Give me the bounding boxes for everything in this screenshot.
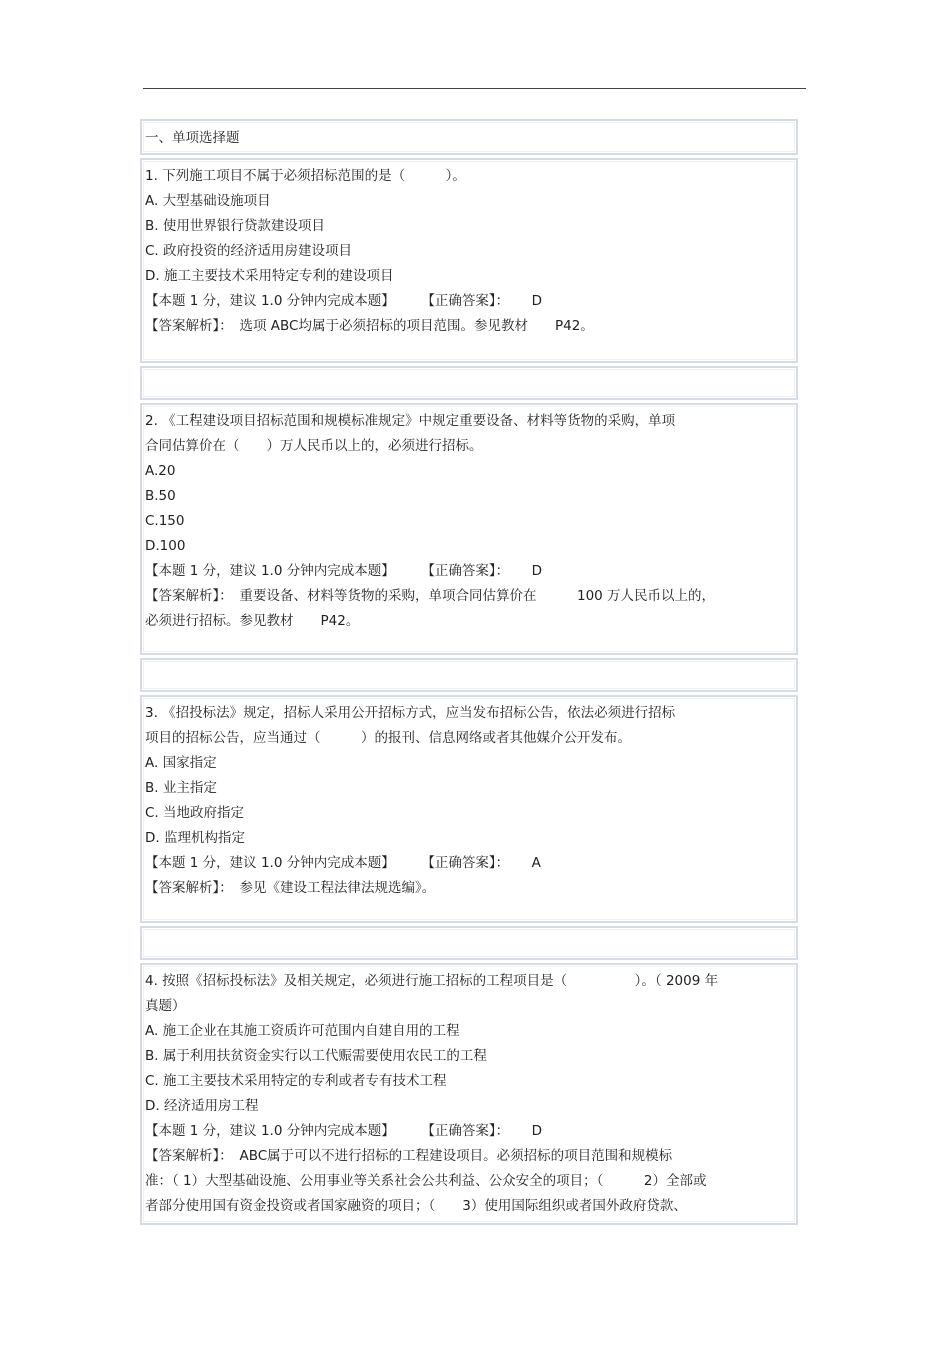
option-c: C. 当地政府指定 bbox=[145, 805, 245, 821]
spacer-row bbox=[140, 926, 798, 960]
question-stem-cont: 项目的招标公告，应当通过（ ）的报刊、信息网络或者其他媒介公开发布。 bbox=[145, 730, 631, 746]
question-1 bbox=[140, 158, 798, 363]
option-a: A. 施工企业在其施工资质许可范围内自建自用的工程 bbox=[145, 1023, 460, 1039]
meta-text: 【本题 1 分，建议 1.0 分钟内完成本题】 bbox=[145, 563, 395, 579]
spacer-row bbox=[140, 658, 798, 692]
option-b: B. 业主指定 bbox=[145, 780, 217, 796]
section-header bbox=[140, 119, 798, 155]
option-b: B. 使用世界银行贷款建设项目 bbox=[145, 218, 325, 234]
option-a: A.20 bbox=[145, 463, 176, 479]
option-d: D.100 bbox=[145, 538, 186, 554]
option-d: D. 施工主要技术采用特定专利的建设项目 bbox=[145, 268, 394, 284]
question-stem-cont: 合同估算价在（ ）万人民币以上的，必须进行招标。 bbox=[145, 438, 483, 454]
meta-text: 【本题 1 分，建议 1.0 分钟内完成本题】 bbox=[145, 855, 395, 871]
answer-analysis: 【答案解析】： 重要设备、材料等货物的采购，单项合同估算价在 100 万人民币以上的， bbox=[145, 588, 716, 604]
answer-analysis: 【答案解析】： 参见《建设工程法律法规选编》。 bbox=[145, 880, 436, 896]
answer-label: 【正确答案】： bbox=[421, 855, 510, 871]
question-stem: 3. 《招投标法》规定，招标人采用公开招标方式，应当发布招标公告，依法必须进行招标 bbox=[145, 705, 676, 721]
option-c: C. 政府投资的经济适用房建设项目 bbox=[145, 243, 353, 259]
spacer-row bbox=[140, 366, 798, 400]
answer-analysis: 【答案解析】： ABC属于可以不进行招标的工程建设项目。必须招标的项目范围和规模标 bbox=[145, 1148, 673, 1164]
answer-value: D bbox=[531, 293, 543, 309]
answer-value: D bbox=[531, 1123, 543, 1139]
question-3 bbox=[140, 695, 798, 923]
answer-value: D bbox=[531, 563, 543, 579]
question-stem: 2. 《工程建设项目招标范围和规模标准规定》中规定重要设备、材料等货物的采购，单项 bbox=[145, 413, 676, 429]
answer-analysis-cont: 准：（ 1）大型基础设施、公用事业等关系社会公共利益、公众安全的项目；（ 2）全部或 bbox=[145, 1173, 707, 1189]
question-meta bbox=[145, 289, 793, 314]
answer-analysis-cont: 者部分使用国有资金投资或者国家融资的项目；（ 3）使用国际组织或者国外政府贷款、 bbox=[145, 1198, 687, 1214]
question-2 bbox=[140, 403, 798, 655]
section-title: 一、单项选择题 bbox=[145, 130, 240, 146]
option-a: A. 国家指定 bbox=[145, 755, 217, 771]
answer-analysis: 【答案解析】： 选项 ABC均属于必须招标的项目范围。参见教材 P42。 bbox=[145, 318, 594, 334]
question-stem: 4. 按照《招标投标法》及相关规定，必须进行施工招标的工程项目是（ ）。（ 2009 年 bbox=[145, 973, 719, 989]
option-c: C.150 bbox=[145, 513, 185, 529]
answer-analysis-cont: 必须进行招标。参见教材 P42。 bbox=[145, 613, 360, 629]
top-rule bbox=[143, 88, 806, 89]
meta-text: 【本题 1 分，建议 1.0 分钟内完成本题】 bbox=[145, 1123, 395, 1139]
answer-label: 【正确答案】： bbox=[421, 1123, 510, 1139]
option-c: C. 施工主要技术采用特定的专利或者专有技术工程 bbox=[145, 1073, 447, 1089]
question-meta bbox=[145, 851, 793, 876]
option-d: D. 经济适用房工程 bbox=[145, 1098, 259, 1114]
question-meta bbox=[145, 1119, 793, 1144]
answer-value: A bbox=[531, 855, 541, 871]
question-meta bbox=[145, 559, 793, 584]
question-stem: 1. 下列施工项目不属于必须招标范围的是（ ）。 bbox=[145, 168, 466, 184]
option-b: B.50 bbox=[145, 488, 176, 504]
question-stem-cont: 真题） bbox=[145, 998, 186, 1014]
option-d: D. 监理机构指定 bbox=[145, 830, 245, 846]
option-a: A. 大型基础设施项目 bbox=[145, 193, 271, 209]
option-b: B. 属于利用扶贫资金实行以工代赈需要使用农民工的工程 bbox=[145, 1048, 487, 1064]
answer-label: 【正确答案】： bbox=[421, 563, 510, 579]
meta-text: 【本题 1 分，建议 1.0 分钟内完成本题】 bbox=[145, 293, 395, 309]
answer-label: 【正确答案】： bbox=[421, 293, 510, 309]
question-sheet bbox=[140, 119, 798, 1228]
question-4 bbox=[140, 963, 798, 1225]
